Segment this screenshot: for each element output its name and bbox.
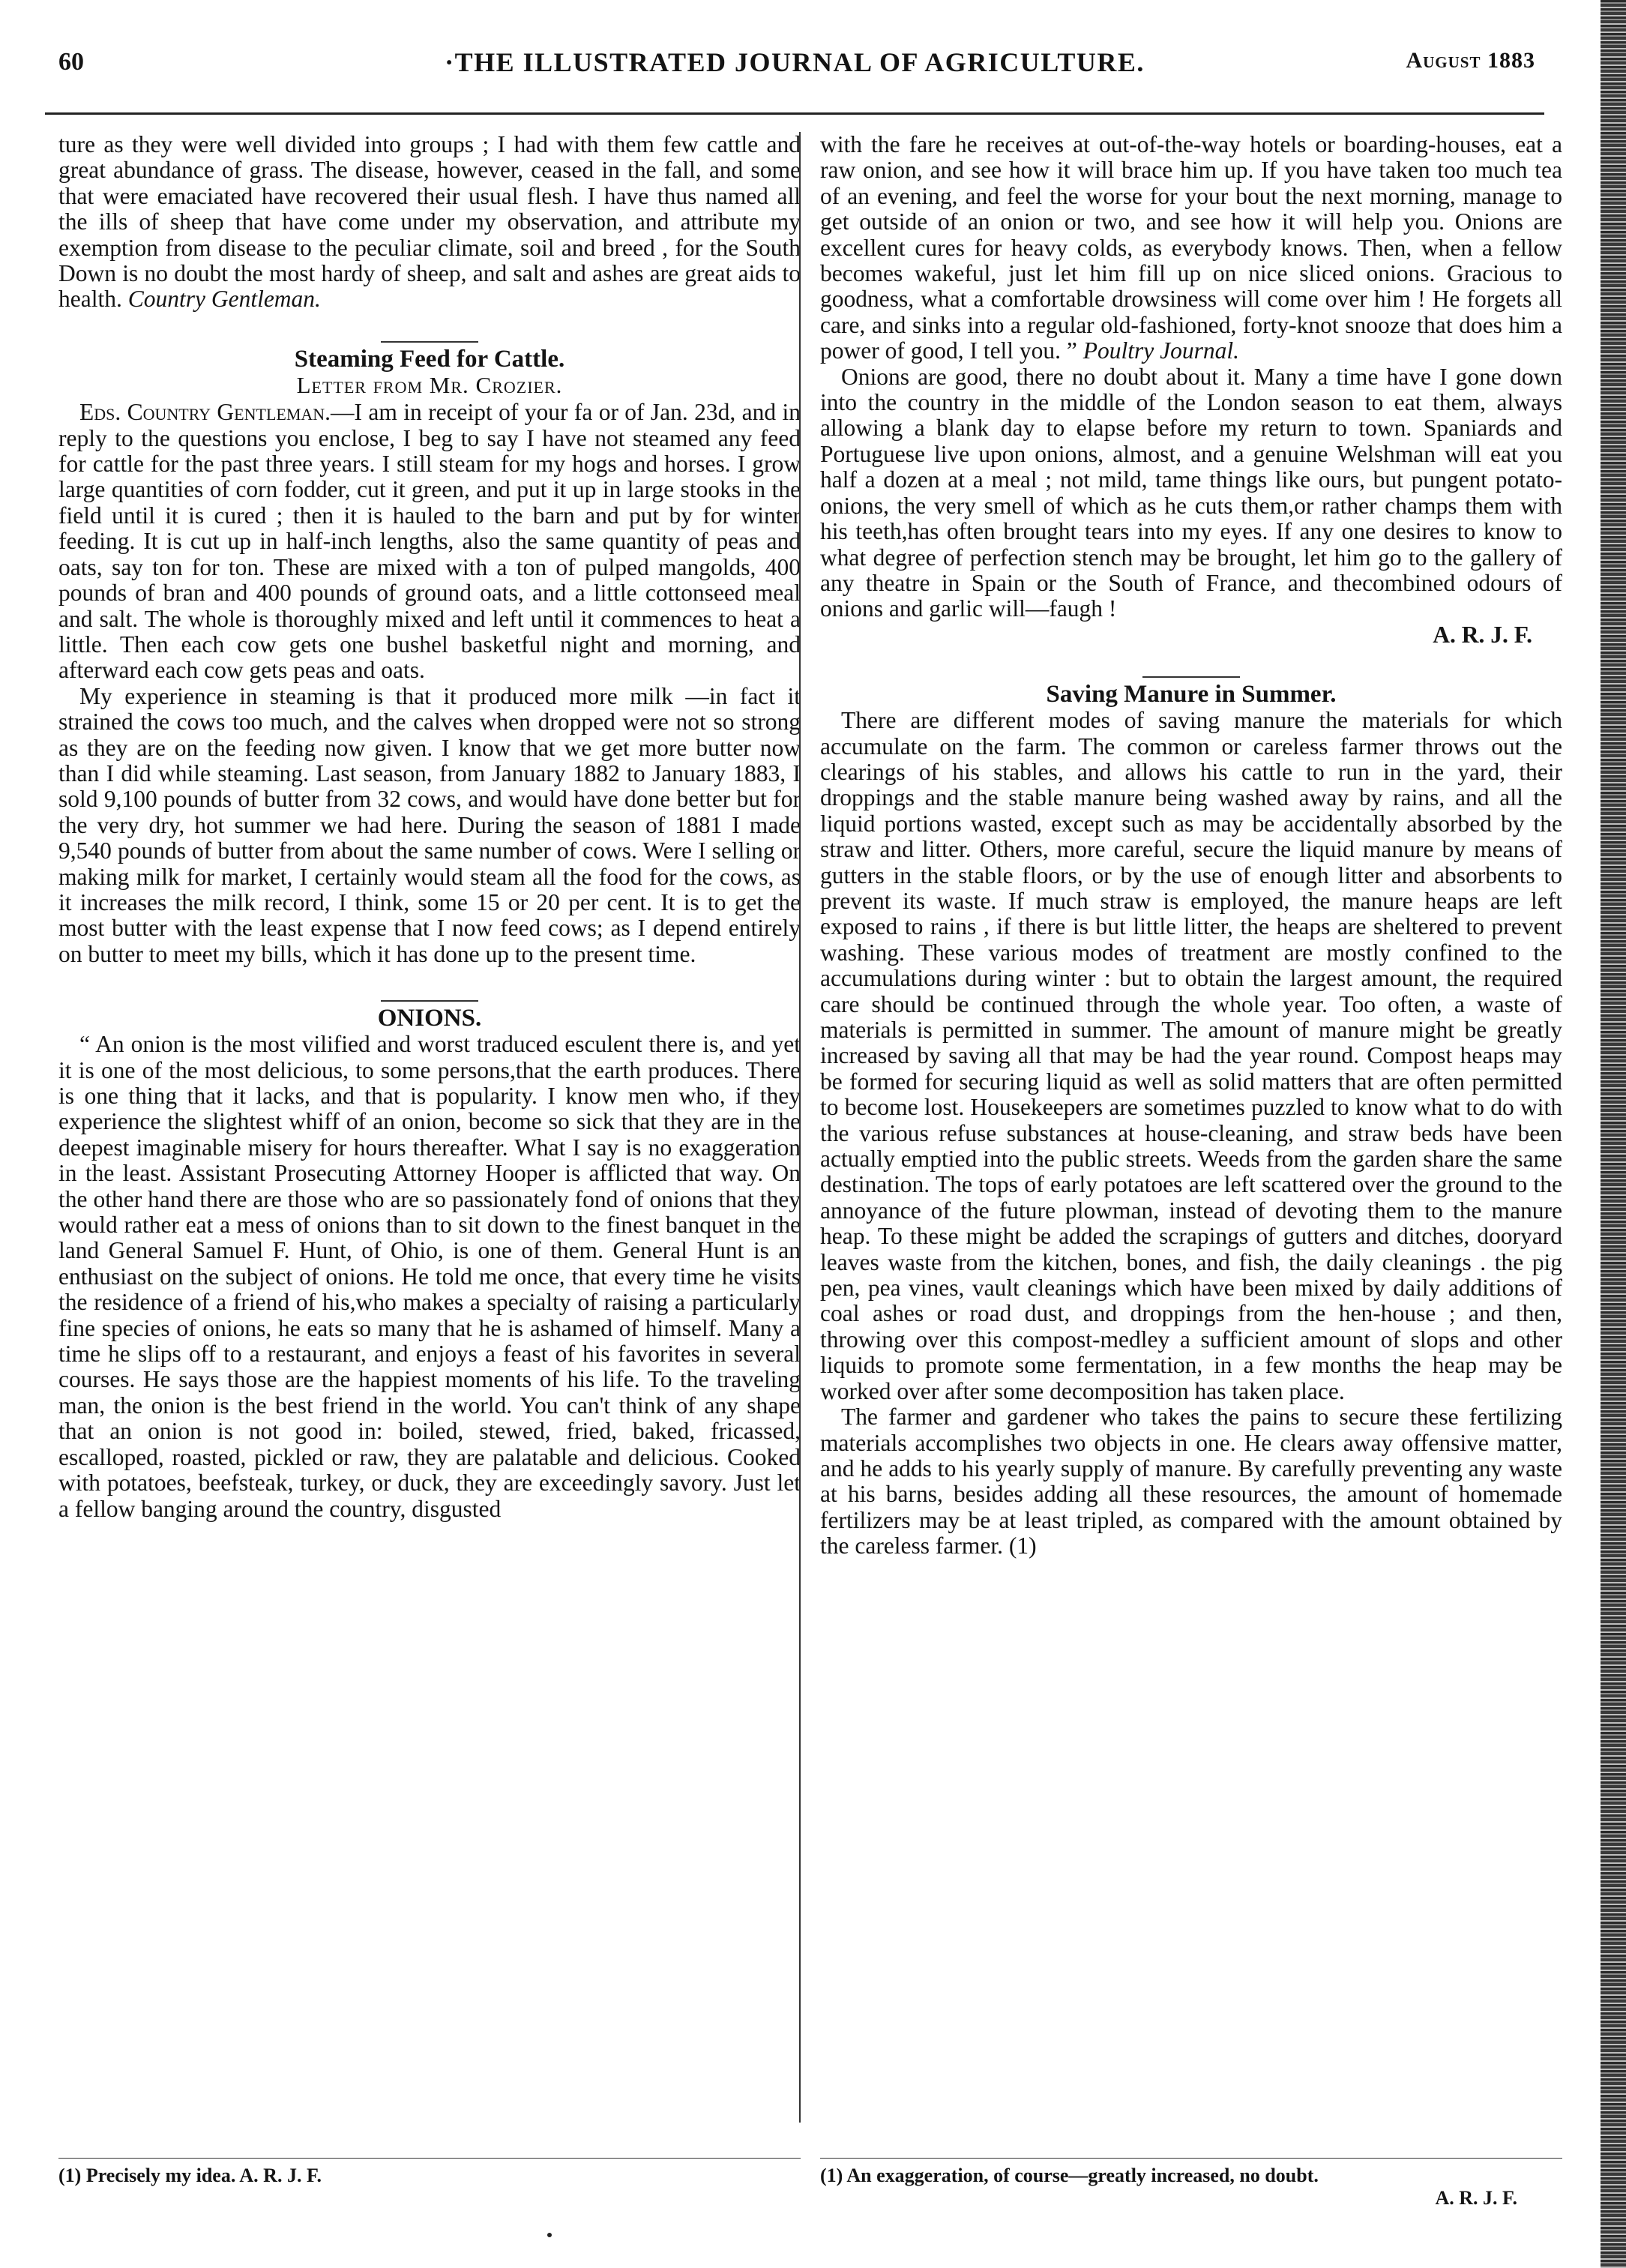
right-column — [820, 132, 1562, 1559]
left-column — [58, 132, 801, 1522]
onions-paragraph-1: “ An onion is the most vilified and worst traduced esculent there is, and yet it is one of the most delicious, to some persons,that the earth produces. There is one thing that it lacks, and that is popularity. I know men who, if they experience the slightest whiff of an onion, become so sick that they are in the deepest imaginable misery for hours thereafter. What I say is no exaggeration in the least. Assistant Prosecuting Attorney Hooper is afflicted that way. On the other hand there are those who are so passionately fond of onions that they would rather eat a mess of onions than to sit down to the finest banquet in the land General Samuel F. Hunt, of Ohio, is one of them. General Hunt is an enthusiast on the subject of onions. He told me once, that every time he visits the residence of a friend of his,who makes a specialty of raising a particularly fine species of onions, he eats so many that he is ashamed of himself. Many a time he slips off to a restaurant, and enjoys a feast of his favorites in several courses. He says those are the happiest moments of his life. To the traveling man, the onion is the best friend in the world. You can't think of any shape that an onion is not good in: boiled, stewed, fried, baked, fricassed, escalloped, roasted, pickled or raw, they are palatable and delicious. Cooked with potatoes, beefsteak, turkey, or duck, they are exceedingly savory. Just let a fellow banging around the country, disgusted — [58, 1031, 801, 1522]
spacer — [58, 313, 801, 341]
steaming-subheading: Letter from Mr. Crozier. — [296, 371, 563, 398]
onions-continued-text: with the fare he receives at out-of-the-way hotels or boarding-houses, eat a raw onion, and see how it will brace him up. If you have taken too much tea of an evening, and feel the worse for your bout the next morning, manage to get outside of an onion or two, and see how it will help you. Onions are excellent cures for heavy colds, as everybody knows. Then, when a fellow becomes wakeful, just let him fill up on nice sliced onions. Gracious to goodness, what a comfortable drowsiness will come over him ! He forgets all care, and sinks into a regular old-fashioned, forty-knot snooze that does him a power of good, I tell you. ” — [820, 131, 1562, 364]
header-rule — [45, 112, 1544, 115]
onions-continued-paragraph — [820, 132, 1562, 364]
section-rule — [1142, 676, 1240, 678]
left-footnote-area — [58, 2144, 801, 2187]
salutation: Eds. Country Gentleman. — [79, 399, 331, 426]
continued-paragraph — [58, 132, 801, 313]
page-number: 60 — [58, 48, 84, 76]
manure-heading: Saving Manure in Summer. — [1046, 681, 1337, 709]
steaming-paragraph-1 — [58, 400, 801, 683]
spacer — [58, 967, 801, 1000]
running-head — [45, 43, 1544, 88]
right-footnote-area — [820, 2144, 1562, 2210]
right-footnote-signature: A. R. J. F. — [1435, 2187, 1517, 2209]
issue-date: August 1883 — [1406, 48, 1535, 73]
steaming-paragraph-2: My experience in steaming is that it produced more milk —in fact it strained the cows too much, and the calves when dropped were not so strong as they are on the feeding now given. I know that we get more butter now than I did while steaming. Last season, from January 1882 to January 1883, I sold 9,100 pounds of butter from 32 cows, and would have done better but for the very dry, hot summer we had here. During the season of 1881 I made 9,540 pounds of butter from about the same number of cows. Were I selling or making milk for market, I certainly would steam all the food for the cows, as it increases the milk record, I think, some 15 or 20 per cent. It is to get the most butter with the least expense that I now feed cows; as I depend entirely on butter to meet my bills, which it has done up to the present time. — [58, 682, 801, 967]
source-credit: Country Gentleman. — [127, 286, 321, 313]
spacer — [820, 648, 1562, 676]
manure-paragraph-2: The farmer and gardener who takes the pains to secure these fertilizing materials accomplishes two objects in one. He clears away offensive matter, and he adds to his yearly supply of manure. By carefully preventing any waste at his barns, besides adding all these resources, the amount of homemade fertilizers may be at least tripled, as compared with the amount obtained by the careless farmer. (1) — [820, 1404, 1562, 1559]
steaming-heading: Steaming Feed for Cattle. — [294, 345, 565, 373]
column-divider — [799, 132, 801, 2123]
footnote-rule — [58, 2158, 801, 2159]
section-rule — [381, 1000, 478, 1002]
onions-paragraph-2: Onions are good, there no doubt about it. Many a time have I gone down into the country in the middle of the London season to eat them, always allowing a blank day to elapse before my return to town. Spaniards and Portuguese live upon onions, almost, and a genuine Welshman will eat you half a dozen at a meal ; not mild, tame things like ours, but pungent potato-onions, the very smell of which as he cuts them,or rather champs them with his teeth,has often brought tears into my eyes. If any one desires to know to what degree of perfection stench may be brought, let him go to the gallery of any theatre in Spain or the South of France, and thecombined odours of onions and garlic will—faugh ! — [820, 363, 1562, 622]
section-rule — [381, 341, 478, 343]
onions-signature: A. R. J. F. — [1433, 621, 1532, 648]
page-mark — [547, 2233, 552, 2237]
scan-edge-strip — [1601, 0, 1626, 2268]
manure-paragraph-1: There are different modes of saving manure the materials for which accumulate on the farm. The common or careless farmer throws out the clearings of his stables, and allows his cattle to run in the yard, their droppings and the stable manure being washed away by rains, and all the liquid portions wasted, except such as may be accidentally absorbed by the straw and litter. Others, more careful, secure the liquid manure by means of gutters in the stable floors, or by the use of enough litter and absorbents to prevent its waste. If much straw is employed, the manure heaps are left exposed to rains , if there is but little litter, the heaps are sheltered to prevent washing. These various modes of treatment are mostly confined to the accumulations during winter : but to obtain the largest amount, the required care should be continued through the whole year. Too often, a waste of materials is permitted in summer. The amount of manure might be greatly increased by saving all that may be had the year round. Compost heaps may be formed for securing liquid as well as solid matters that are often permitted to become lost. Housekeepers are sometimes puzzled to know what to do with the various refuse substances at house-cleaning, and straw beds have been actually emptied into the public streets. Weeds from the garden share the same destination. The tops of early potatoes are left scattered over the ground to the annoyance of the future plowman, instead of devoting them to the manure heap. To these might be added the scrapings of gutters and ditches, dooryard leaves waste from the kitchen, bones, and fish, the daily cleanings . the pig pen, pea vines, vault cleanings which have been mixed by daily additions of coal ashes or road dust, and droppings from the hen-house ; and then, throwing over this compost-medley a sufficient amount of slops and other liquids to promote some fermentation, in a few months the heap may be worked over after some decomposition has taken place. — [820, 707, 1562, 1404]
steaming-text-1: —I am in receipt of your fa or of Jan. 23d, and in reply to the questions you enclose, I beg to say I have not steamed any feed for cattle for the past three years. I still steam for my hogs and horses. I grow large quantities of corn fodder, cut it green, and put it up in large stooks in the field until it is cured ; then it is hauled to the barn and put by for winter feeding. It is cut up in half-inch lengths, also the same quantity of peas and oats, say ton for ton. These are mixed with a ton of pulped mangolds, 400 pounds of bran and 400 pounds of ground oats, and a little cottonseed meal and salt. The whole is thoroughly mixed and left until it commences to heat a little. Then each cow gets one bushel basketful night and morning, and afterward each cow gets peas and oats. — [58, 399, 801, 684]
footnote-rule — [820, 2158, 1562, 2159]
right-footnote: (1) An exaggeration, of course—greatly increased, no doubt. — [820, 2165, 1319, 2186]
journal-title: ·THE ILLUSTRATED JOURNAL OF AGRICULTURE. — [445, 47, 1145, 77]
left-footnote: (1) Precisely my idea. A. R. J. F. — [58, 2165, 322, 2186]
continued-text: ture as they were well divided into groups ; I had with them few cattle and great abundance of grass. The disease, however, ceased in the fall, and some that were emaciated have recovered their usual flesh. I have thus named all the ills of sheep that have come under my observation, and attribute my exemption from disease to the peculiar climate, soil and breed , for the South Down is no doubt the most hardy of sheep, and salt and ashes are great aids to health. — [58, 131, 801, 313]
onions-source-credit: Poultry Journal. — [1083, 337, 1240, 364]
onions-heading: ONIONS. — [377, 1005, 482, 1032]
